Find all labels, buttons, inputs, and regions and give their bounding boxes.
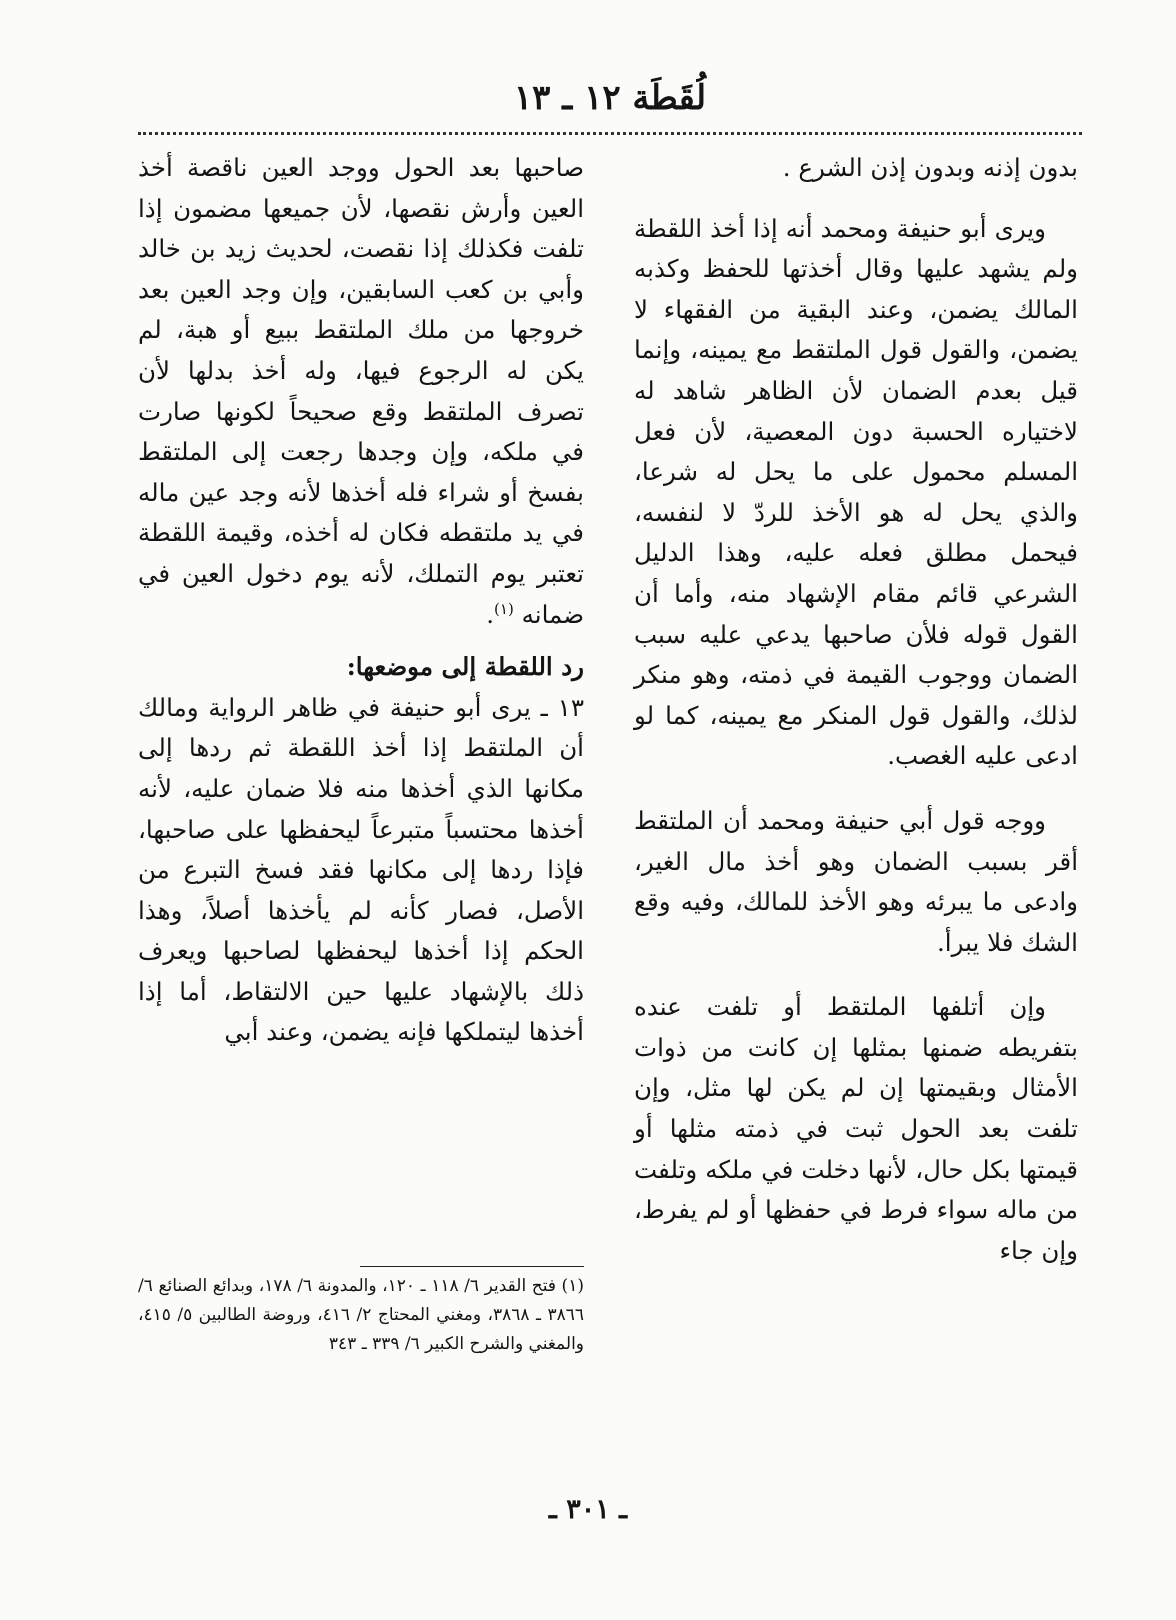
right-column	[634, 148, 1078, 1271]
left-column	[138, 148, 584, 1258]
footnote	[138, 1272, 584, 1359]
right-paragraph-1: بدون إذنه وبدون إذن الشرع .	[782, 153, 1078, 182]
footnote-text: (١) فتح القدير ٦/ ١١٨ ـ ١٢٠، والمدونة ٦/ ١٧٨، وبدائع الصنائع ٦/ ٣٨٦٦ ـ ٣٨٦٨، ومغني المحتاج ٢/ ٤١٦، وروضة الطالبين ٥/ ٤١٥، والمغني والشرح الكبير ٦/ ٣٣٩ ـ ٣٤٣	[138, 1276, 584, 1354]
right-paragraph-3: ووجه قول أبي حنيفة ومحمد أن الملتقط أقر بسبب الضمان وهو أخذ مال الغير، وادعى ما يبرئه وهو الأخذ للمالك، وفيه وقع الشك فلا يبرأ.	[634, 805, 1078, 957]
page-header: لُقَطَة ١٢ ـ ١٣	[513, 78, 707, 118]
right-paragraph-2: ويرى أبو حنيفة ومحمد أنه إذا أخذ اللقطة ولم يشهد عليها وقال أخذتها للحفظ وكذبه المالك يضمن، وعند البقية من الفقهاء لا يضمن، والقول قول الملتقط مع يمينه، وإنما قيل بعدم الضمان لأن الظاهر شاهد له لاختياره الحسبة دون المعصية، لأن فعل المسلم محمول على ما يحل له شرعا، والذي يحل له هو الأخذ للردّ لا لنفسه، فيحمل مطلق فعله عليه، وهذا الدليل الشرعي قائم مقام الإشهاد منه، وأما أن القول قوله فلأن صاحبها يدعي عليه سبب الضمان ووجوب القيمة في ذمته، وهو منكر لذلك، والقول قول المنكر مع يمينه، كما لو ادعى عليه الغصب.	[634, 213, 1078, 771]
left-paragraph-1-text: صاحبها بعد الحول ووجد العين ناقصة أخذ العين وأرش نقصها، لأن جميعها مضمون إذا تلفت فكذلك إذا نقصت، لحديث زيد بن خالد وأبي بن كعب السابقين، وإن وجد العين بعد خروجها من ملك الملتقط ببيع أو هبة، لم يكن له الرجوع فيها، وله أخذ بدلها لأن تصرف الملتقط وقع صحيحاً لكونها صارت في ملكه، وإن وجدها رجعت إلى الملتقط بفسخ أو شراء فله أخذها لأنه وجد عين ماله في يد ملتقطه فكان له أخذه، وقيمة اللقطة تعتبر يوم التملك، لأنه يوم دخول العين في ضمانه	[138, 153, 584, 629]
left-paragraph-1	[138, 148, 584, 635]
section-subheading: رد اللقطة إلى موضعها:	[346, 652, 584, 682]
left-paragraph-2: ١٣ ـ يرى أبو حنيفة في ظاهر الرواية ومالك أن الملتقط إذا أخذ اللقطة ثم ردها إلى مكانها الذي أخذها منه فلا ضمان عليه، لأنه أخذها محتسباً متبرعاً ليحفظها على صاحبها، فإذا ردها إلى مكانها فقد فسخ التبرع من الأصل، فصار كأنه لم يأخذها أصلاً، وهذا الحكم إذا أخذها ليحفظها لصاحبها ويعرف ذلك بالإشهاد عليها حين الالتقاط، أما إذا أخذها ليتملكها فإنه يضمن، وعند أبي	[138, 692, 584, 1047]
footnote-rule	[360, 1266, 584, 1267]
footnote-reference: (١)	[494, 599, 514, 618]
header-dotted-divider	[138, 132, 1082, 135]
left-paragraph-1-end: .	[486, 599, 495, 629]
right-paragraph-4: وإن أتلفها الملتقط أو تلفت عنده بتفريطه ضمنها بمثلها إن كانت من ذوات الأمثال وبقيمتها إن لم يكن لها مثل، وإن تلفت بعد الحول ثبت في ذمته مثلها أو قيمتها بكل حال، لأنها دخلت في ملكه وتلفت من ماله سواء فرط في حفظها أو لم يفرط، وإن جاء	[634, 992, 1078, 1265]
page-number: ـ ٣٠١ ـ	[548, 1494, 628, 1525]
